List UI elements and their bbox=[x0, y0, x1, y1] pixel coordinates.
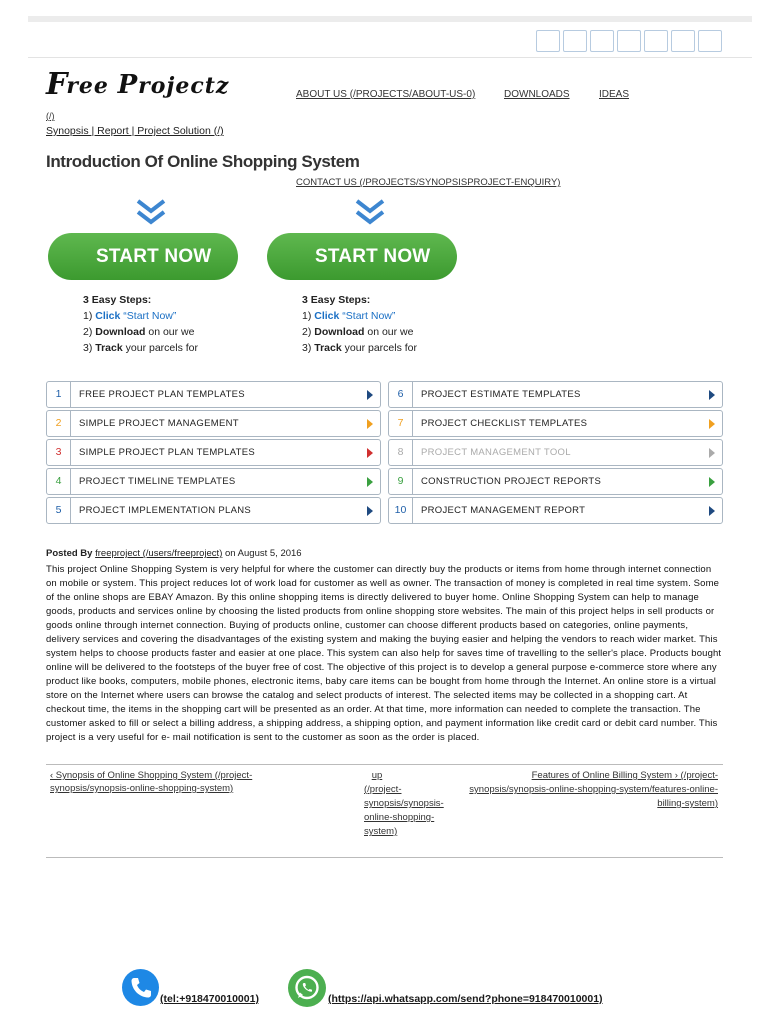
start-now-button[interactable]: START NOW bbox=[48, 233, 238, 280]
grid-link-item[interactable] bbox=[46, 497, 381, 524]
nav-downloads[interactable]: DOWNLOADS bbox=[504, 89, 570, 100]
phone-link[interactable]: (tel:+918470010001) bbox=[160, 993, 259, 1005]
pager-up-link[interactable]: up (/project-synopsis/synopsis-online-shopping-system) bbox=[364, 770, 444, 837]
page-title: Introduction Of Online Shopping System bbox=[46, 152, 360, 171]
chevron-down-icon bbox=[353, 198, 387, 228]
tagline-link[interactable]: Synopsis | Report | Project Solution (/) bbox=[46, 125, 224, 137]
grid-link-number: 5 bbox=[47, 498, 71, 523]
grid-link-item[interactable] bbox=[388, 410, 723, 437]
share-button[interactable] bbox=[536, 30, 560, 52]
phone-icon[interactable] bbox=[122, 969, 159, 1006]
grid-link-item[interactable] bbox=[388, 439, 723, 466]
grid-link-number: 1 bbox=[47, 382, 71, 407]
start-now-button[interactable]: START NOW bbox=[267, 233, 457, 280]
play-arrow-icon bbox=[367, 419, 373, 429]
grid-link-number: 9 bbox=[389, 469, 413, 494]
ad-steps: 3 Easy Steps: 1) Click “Start Now” 2) Download on our we 3) Track your parcels for bbox=[302, 294, 418, 354]
play-arrow-icon bbox=[367, 477, 373, 487]
whatsapp-icon[interactable] bbox=[288, 969, 326, 1007]
grid-link-number: 7 bbox=[389, 411, 413, 436]
share-button[interactable] bbox=[698, 30, 722, 52]
grid-link-label: PROJECT MANAGEMENT TOOL bbox=[421, 447, 571, 458]
grid-link-item[interactable] bbox=[46, 381, 381, 408]
play-arrow-icon bbox=[367, 390, 373, 400]
share-button[interactable] bbox=[563, 30, 587, 52]
grid-link-label: FREE PROJECT PLAN TEMPLATES bbox=[79, 389, 245, 400]
grid-link-number: 3 bbox=[47, 440, 71, 465]
pager-divider bbox=[46, 764, 723, 765]
ad-link-grid bbox=[46, 381, 723, 527]
nav-ideas[interactable]: IDEAS bbox=[599, 89, 630, 100]
play-arrow-icon bbox=[709, 448, 715, 458]
grid-link-label: PROJECT CHECKLIST TEMPLATES bbox=[421, 418, 588, 429]
grid-link-label: PROJECT MANAGEMENT REPORT bbox=[421, 505, 586, 516]
post-meta: Posted By freeproject (/users/freeproject) on August 5, 2016 bbox=[46, 548, 302, 559]
logo-text: ree Projectz bbox=[66, 70, 230, 100]
grid-link-label: CONSTRUCTION PROJECT REPORTS bbox=[421, 476, 602, 487]
grid-link-item[interactable] bbox=[388, 468, 723, 495]
nav-contact-us[interactable]: CONTACT US (/PROJECTS/SYNOPSISPROJECT-ENQUIRY) bbox=[296, 177, 561, 188]
grid-link-label: PROJECT IMPLEMENTATION PLANS bbox=[79, 505, 252, 516]
pager-divider bbox=[46, 857, 723, 858]
top-divider bbox=[28, 16, 752, 22]
share-button[interactable] bbox=[644, 30, 668, 52]
grid-link-label: PROJECT ESTIMATE TEMPLATES bbox=[421, 389, 581, 400]
play-arrow-icon bbox=[709, 419, 715, 429]
site-logo[interactable] bbox=[46, 67, 230, 102]
author-link[interactable]: freeproject (/users/freeproject) bbox=[95, 548, 223, 559]
ad-steps: 3 Easy Steps: 1) Click “Start Now” 2) Download on our we 3) Track your parcels for bbox=[83, 294, 199, 354]
play-arrow-icon bbox=[709, 506, 715, 516]
home-link[interactable]: (/) bbox=[46, 111, 55, 121]
pager-next-link[interactable]: Features of Online Billing System › (/project-synopsis/synopsis-online-shopping-system/features-online-billing-system) bbox=[469, 770, 718, 809]
grid-link-item[interactable] bbox=[388, 497, 723, 524]
article-body: This project Online Shopping System is very helpful for where the customer can directly buy the products or items from home through internet connection on mobile or system. This project reduces lot of work load for customer as well as owner. The transaction of money is completed in real time system. Some of the online shops are EBAY Amazon. By this online shopping items is directly delivered to buyer home. Online Shopping System can help to manage goods, products and services online by choosing the listed products from online shopping store websites. The main of this project helps in sell products or goods online through internet connection. Buying of products online, customer can choose different products based on categories, online payments, delivery services and covering the disadvantages of the existing system and making the buying easier and helping the vendors to reach wider market. This system helps to choose products faster and easier at one place. This system can also help for saves time of travelling to the seller's place. Products bought online will be delivered to the footsteps of the buyer free of cost. The objective of this project is to develop a general purpose e-commerce store where any product like books, computers, mobile phones, electronic items, baby care items can be bought from home through the Internet. An online store is a virtual store on the Internet where users can browse the catalog and select products of interest. The selected items may be collected in a shopping cart. At checkout time, the items in the shopping cart will be presented as an order. At that time, more information can needed to complete the transaction. The customer asked to fill or select a billing address, a shipping address, a shipping option, and payment information like credit card or debit card number. This project is a very useful for e- mail notification is sent to the customer as soon as the order is placed. bbox=[46, 564, 722, 743]
share-button[interactable] bbox=[617, 30, 641, 52]
grid-link-label: PROJECT TIMELINE TEMPLATES bbox=[79, 476, 236, 487]
chevron-down-icon bbox=[134, 198, 168, 228]
play-arrow-icon bbox=[709, 477, 715, 487]
grid-link-item[interactable] bbox=[388, 381, 723, 408]
grid-link-label: SIMPLE PROJECT MANAGEMENT bbox=[79, 418, 239, 429]
grid-link-item[interactable] bbox=[46, 439, 381, 466]
share-button[interactable] bbox=[671, 30, 695, 52]
grid-link-item[interactable] bbox=[46, 468, 381, 495]
whatsapp-link[interactable]: (https://api.whatsapp.com/send?phone=918470010001) bbox=[328, 993, 603, 1005]
share-button[interactable] bbox=[590, 30, 614, 52]
play-arrow-icon bbox=[367, 506, 373, 516]
grid-link-number: 6 bbox=[389, 382, 413, 407]
grid-link-number: 10 bbox=[389, 498, 413, 523]
grid-link-number: 8 bbox=[389, 440, 413, 465]
share-buttons bbox=[536, 30, 722, 52]
header-divider bbox=[28, 57, 752, 58]
logo-f: F bbox=[46, 67, 67, 102]
play-arrow-icon bbox=[367, 448, 373, 458]
nav-about-us[interactable]: ABOUT US (/PROJECTS/ABOUT-US-0) bbox=[296, 89, 476, 100]
grid-link-item[interactable] bbox=[46, 410, 381, 437]
ad-banner[interactable] bbox=[46, 198, 212, 356]
grid-link-label: SIMPLE PROJECT PLAN TEMPLATES bbox=[79, 447, 256, 458]
grid-link-number: 4 bbox=[47, 469, 71, 494]
pager-prev-link[interactable]: ‹ Synopsis of Online Shopping System (/project-synopsis/synopsis-online-shopping-system) bbox=[50, 770, 253, 794]
ad-banner[interactable] bbox=[265, 198, 431, 356]
play-arrow-icon bbox=[709, 390, 715, 400]
grid-link-number: 2 bbox=[47, 411, 71, 436]
